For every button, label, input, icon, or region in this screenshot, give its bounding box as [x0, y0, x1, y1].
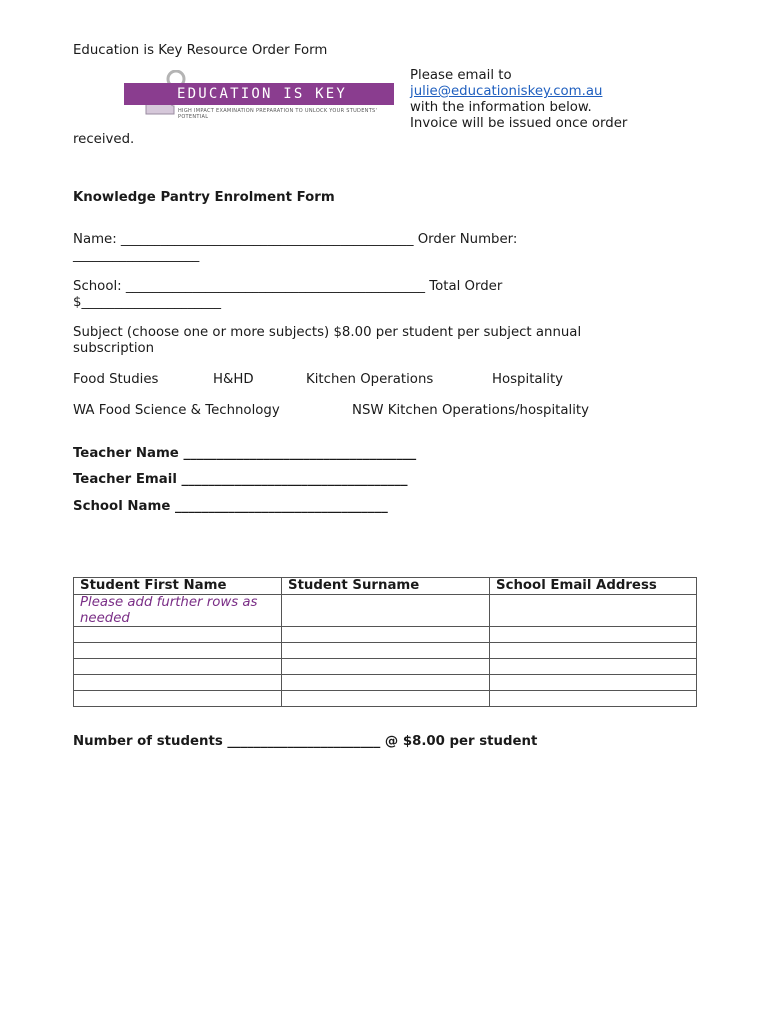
table-header-row — [74, 578, 697, 595]
table-row — [74, 595, 697, 627]
subject-kitchen-operations[interactable]: Kitchen Operations — [306, 372, 434, 387]
table-cell[interactable] — [74, 691, 282, 707]
table-row — [74, 691, 697, 707]
total-order-field[interactable]: $_____________________ — [73, 295, 222, 310]
name-field[interactable]: Name: ____________________________________________ Order Number: — [73, 232, 518, 247]
table-row — [74, 643, 697, 659]
student-table — [73, 577, 697, 707]
table-cell[interactable] — [490, 643, 697, 659]
table-hint-cell[interactable]: Please add further rows as needed — [74, 595, 282, 627]
table-row — [74, 675, 697, 691]
table-cell[interactable] — [490, 659, 697, 675]
email-link[interactable]: julie@educationiskey.com.au — [410, 84, 603, 99]
school-field[interactable]: School: _____________________________________________ Total Order — [73, 279, 503, 294]
table-row — [74, 659, 697, 675]
subject-food-studies[interactable]: Food Studies — [73, 372, 159, 387]
table-cell[interactable] — [282, 659, 490, 675]
col-header-email: School Email Address — [490, 578, 697, 595]
table-cell[interactable] — [74, 627, 282, 643]
document-title: Education is Key Resource Order Form — [73, 43, 328, 58]
table-cell[interactable] — [490, 675, 697, 691]
education-is-key-logo — [124, 70, 396, 118]
subject-hhd[interactable]: H&HD — [213, 372, 254, 387]
school-name-field[interactable]: School Name ________________________________ — [73, 499, 388, 514]
logo-tagline: HIGH IMPACT EXAMINATION PREPARATION TO UNLOCK YOUR STUDENTS' POTENTIAL — [178, 108, 378, 120]
table-cell[interactable] — [282, 595, 490, 627]
table-cell[interactable] — [282, 643, 490, 659]
subject-instructions: Subject (choose one or more subjects) $8.00 per student per subject annual — [73, 325, 582, 340]
logo-text: EDUCATION IS KEY — [177, 86, 348, 102]
table-cell[interactable] — [74, 659, 282, 675]
subject-instructions-cont: subscription — [73, 341, 155, 356]
col-header-first-name: Student First Name — [74, 578, 282, 595]
contact-line-3: Invoice will be issued once order — [410, 116, 628, 131]
table-cell[interactable] — [74, 675, 282, 691]
table-row — [74, 627, 697, 643]
table-cell[interactable] — [282, 675, 490, 691]
table-cell[interactable] — [74, 643, 282, 659]
subject-nsw-kitchen[interactable]: NSW Kitchen Operations/hospitality — [352, 403, 590, 418]
table-cell[interactable] — [490, 595, 697, 627]
number-of-students-field[interactable]: Number of students _______________________ @ $8.00 per student — [73, 734, 538, 749]
contact-line-4: received. — [73, 132, 135, 147]
order-number-field[interactable]: ___________________ — [73, 248, 200, 263]
subject-wa-food-science[interactable]: WA Food Science & Technology — [73, 403, 280, 418]
contact-line-1: Please email to — [410, 68, 512, 83]
form-title: Knowledge Pantry Enrolment Form — [73, 190, 335, 205]
table-cell[interactable] — [282, 627, 490, 643]
table-cell[interactable] — [490, 627, 697, 643]
subject-hospitality[interactable]: Hospitality — [492, 372, 564, 387]
col-header-surname: Student Surname — [282, 578, 490, 595]
teacher-email-field[interactable]: Teacher Email __________________________________ — [73, 472, 408, 487]
teacher-name-field[interactable]: Teacher Name ___________________________________ — [73, 446, 417, 461]
contact-line-2: with the information below. — [410, 100, 592, 115]
table-cell[interactable] — [490, 691, 697, 707]
table-cell[interactable] — [282, 691, 490, 707]
